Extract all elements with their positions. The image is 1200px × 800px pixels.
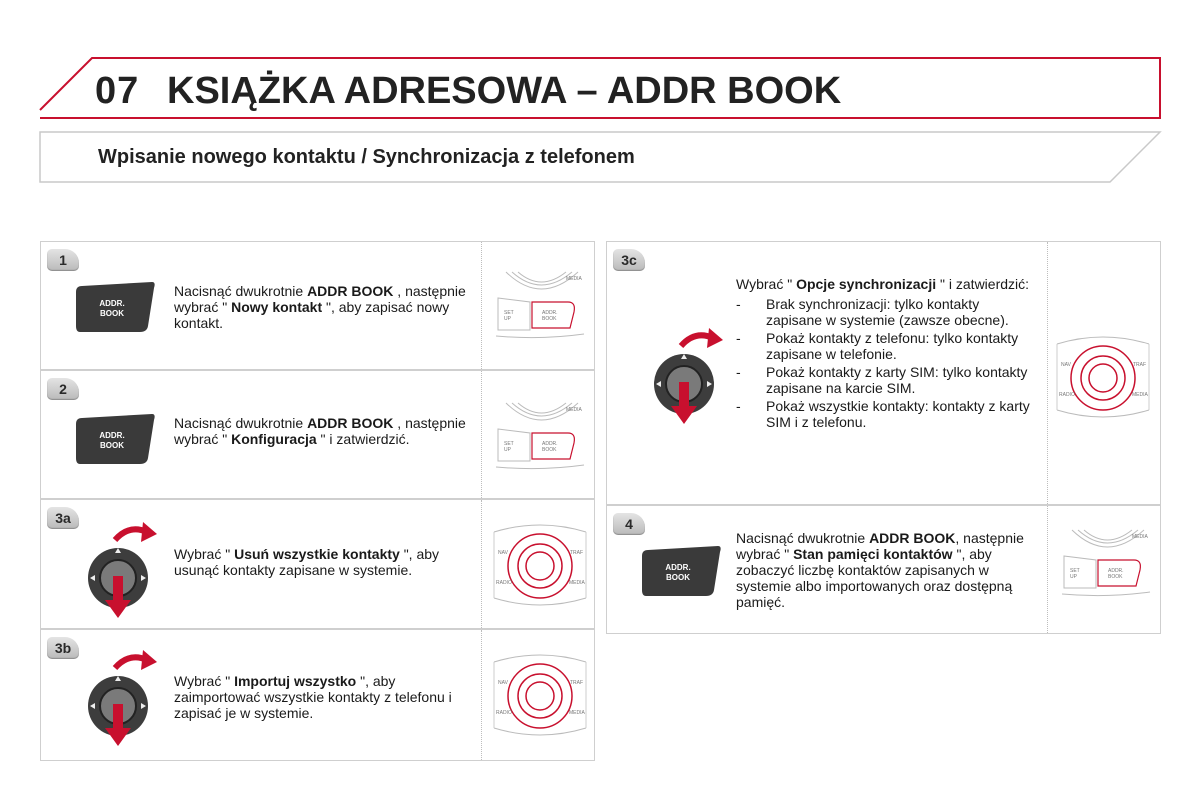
step-2 (40, 370, 595, 499)
step-badge: 1 (47, 249, 79, 271)
svg-text:MEDIA: MEDIA (1132, 392, 1148, 398)
radio-panel-knob-icon (490, 520, 590, 610)
svg-text:MEDIA: MEDIA (566, 407, 582, 413)
list-item: - Pokaż kontakty z karty SIM: tylko kontakty zapisane na karcie SIM. (736, 364, 1036, 396)
svg-text:BOOK: BOOK (100, 309, 124, 318)
svg-text:UP: UP (1070, 574, 1077, 580)
svg-text:SET: SET (504, 310, 514, 316)
rotary-knob-press-icon (85, 518, 161, 622)
list-item: - Pokaż kontakty z telefonu: tylko kontakty zapisane w telefonie. (736, 330, 1036, 362)
svg-text:BOOK: BOOK (1108, 574, 1123, 580)
svg-text:MEDIA: MEDIA (569, 710, 585, 716)
svg-text:RADIO: RADIO (496, 710, 512, 716)
step-3c (606, 241, 1161, 505)
step-3c-text: Wybrać " Opcje synchronizacji " i zatwierdzić: - Brak synchronizacji: tylko kontakty zapisane w systemie (zawsze obecne). - Pokaż kontakty z telefonu: tylko kontakty zapisane w telefonie. - Pokaż kontakty z karty SIM: tylko kontakty zapisane na karcie SIM. - Pokaż wszystkie kontakty: kontakty z karty SIM i z telefonu. (736, 276, 1036, 432)
svg-text:BOOK: BOOK (666, 573, 690, 582)
step-badge: 3c (613, 249, 645, 271)
svg-text:UP: UP (504, 447, 511, 453)
step-1 (40, 241, 595, 370)
rotary-knob-press-icon (85, 646, 161, 750)
svg-text:MEDIA: MEDIA (569, 580, 585, 586)
svg-text:NAV: NAV (498, 680, 508, 686)
radio-panel-knob-icon (1053, 332, 1153, 422)
step-3b-text: Wybrać " Importuj wszystko ", aby zaimportować wszystkie kontakty z telefonu i zapisać je w systemie. (174, 673, 452, 721)
svg-text:RADIO: RADIO (1059, 392, 1075, 398)
svg-text:RADIO: RADIO (496, 580, 512, 586)
svg-text:SET: SET (1070, 568, 1080, 574)
radio-panel-knob-icon (490, 650, 590, 740)
section-title: Wpisanie nowego kontaktu / Synchronizacja z telefonem (98, 146, 635, 168)
step-3b (40, 629, 595, 761)
addr-book-button-icon (74, 282, 156, 334)
svg-text:MEDIA: MEDIA (566, 276, 582, 282)
rotary-knob-press-icon (651, 324, 727, 428)
svg-text:TRAF: TRAF (570, 550, 584, 556)
svg-text:BOOK: BOOK (542, 316, 557, 322)
step-4 (606, 505, 1161, 634)
radio-panel-addr-icon (496, 266, 586, 346)
step-2-text: Nacisnąć dwukrotnie ADDR BOOK , następnie wybrać " Konfiguracja " i zatwierdzić. (174, 415, 466, 447)
svg-text:SET: SET (504, 441, 514, 447)
svg-text:ADDR.: ADDR. (542, 441, 558, 447)
chapter-number: 07 (95, 70, 140, 112)
chapter-title: KSIĄŻKA ADRESOWA – ADDR BOOK (167, 70, 842, 112)
radio-panel-addr-icon (1062, 524, 1152, 604)
svg-text:TRAF: TRAF (1133, 362, 1147, 368)
step-3a-text: Wybrać " Usuń wszystkie kontakty ", aby usunąć kontakty zapisane w systemie. (174, 546, 440, 578)
step-3a (40, 499, 595, 629)
svg-text:ADDR.: ADDR. (99, 299, 125, 308)
svg-text:NAV: NAV (498, 550, 508, 556)
list-item: - Brak synchronizacji: tylko kontakty zapisane w systemie (zawsze obecne). (736, 296, 1036, 328)
step-1-text: Nacisnąć dwukrotnie ADDR BOOK , następnie wybrać " Nowy kontakt ", aby zapisać nowy kontakt. (174, 283, 466, 331)
step-4-text: Nacisnąć dwukrotnie ADDR BOOK, następnie wybrać " Stan pamięci kontaktów ", aby zobaczyć liczbę kontaktów zapisanych w systemie albo importowanych oraz dostępną pamięć. (736, 530, 1024, 610)
list-item: - Pokaż wszystkie kontakty: kontakty z karty SIM i z telefonu. (736, 398, 1036, 430)
svg-text:BOOK: BOOK (100, 441, 124, 450)
svg-text:ADDR.: ADDR. (665, 563, 691, 572)
svg-text:ADDR.: ADDR. (1108, 568, 1124, 574)
step-badge: 4 (613, 513, 645, 535)
svg-text:TRAF: TRAF (570, 680, 584, 686)
addr-book-button-icon (640, 546, 722, 598)
step-badge: 3b (47, 637, 79, 659)
svg-text:ADDR.: ADDR. (99, 431, 125, 440)
radio-panel-addr-icon (496, 397, 586, 477)
step-badge: 3a (47, 507, 79, 529)
svg-text:NAV: NAV (1061, 362, 1071, 368)
step-badge: 2 (47, 378, 79, 400)
sync-options-list (736, 296, 1036, 430)
svg-text:BOOK: BOOK (542, 447, 557, 453)
addr-book-button-icon (74, 414, 156, 466)
svg-text:ADDR.: ADDR. (542, 310, 558, 316)
svg-text:UP: UP (504, 316, 511, 322)
svg-text:MEDIA: MEDIA (1132, 534, 1148, 540)
